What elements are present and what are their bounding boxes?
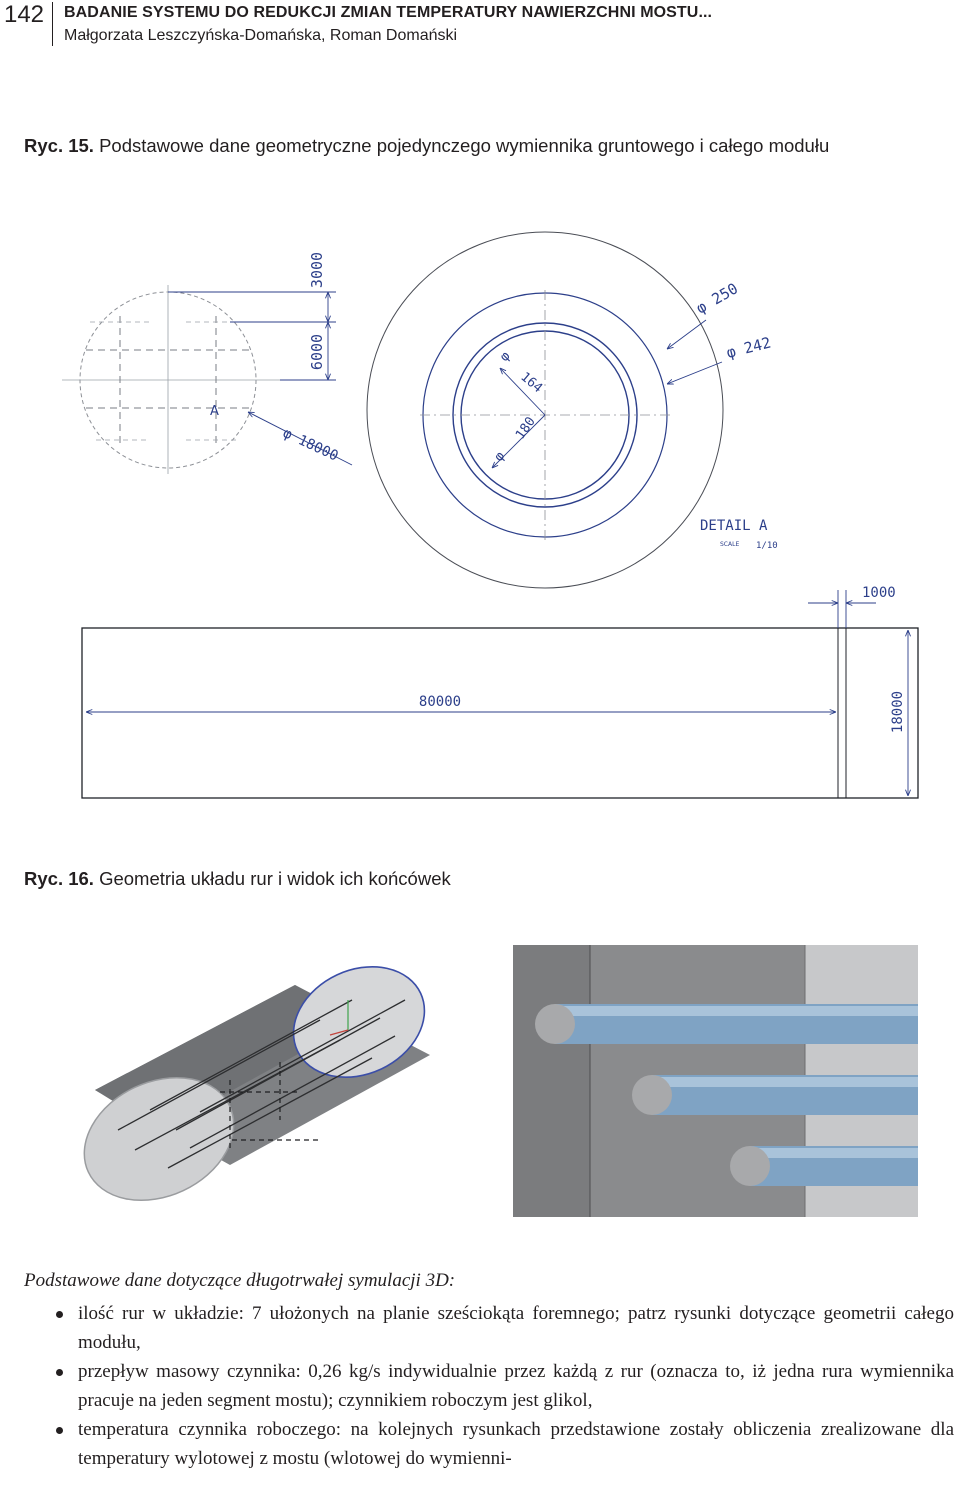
running-authors: Małgorzata Leszczyńska-Domańska, Roman Domański [64, 27, 458, 44]
list-item-text: temperatura czynnika roboczego: na kolejnych rysunkach przedstawione zostały obliczenia zrealizowane dla temperatury wylotowej z mostu (wlotowej do wymienni- [78, 1419, 954, 1469]
dim-phi-250: φ 250 [693, 279, 742, 318]
bullet-icon [24, 1415, 78, 1444]
detail-scale-label: SCALE [720, 541, 740, 548]
dim-3000: 3000 [308, 251, 326, 289]
figure-16-cylinder-model [64, 946, 442, 1223]
detail-scale-value: 1/10 [756, 541, 778, 551]
module-cross-section [62, 285, 280, 474]
list-item-text: ilość rur w układzie: 7 ułożonych na planie sześciokąta foremnego; patrz rysunki dotyczące geometrii całego modułu, [78, 1303, 954, 1353]
dim-18000-vertical: 18000 [890, 690, 906, 734]
list-item-text: przepływ masowy czynnika: 0,26 kg/s indywidualnie przez każdą z rur (oznacza to, iż jedna rura wymiennika pracuje na jeden segment mostu); czynnikiem roboczym jest glikol, [78, 1361, 954, 1411]
vertical-dimension-chain [168, 252, 336, 380]
detail-a-title: DETAIL A [700, 518, 768, 534]
figure-16-pipe-ends [513, 945, 918, 1217]
list-item [24, 1299, 954, 1357]
detail-a-view [367, 232, 778, 588]
dim-164: 164 [517, 369, 546, 397]
detail-marker-label: A [210, 404, 219, 419]
figure-16-caption-text: Geometria układu rur i widok ich końcówek [99, 868, 451, 889]
list-item [24, 1415, 954, 1473]
module-side-view [82, 585, 918, 798]
dim-80000: 80000 [418, 694, 462, 710]
bullet-icon [24, 1299, 78, 1328]
dim-phi-18000: φ 18000 [280, 425, 341, 465]
dim-1000: 1000 [862, 585, 896, 601]
dim-phi-242: φ 242 [724, 333, 773, 362]
figure-16-caption [24, 864, 944, 893]
list-item [24, 1357, 954, 1415]
figure-15-caption-text: Podstawowe dane geometryczne pojedynczego wymiennika gruntowego i całego modułu [99, 135, 830, 156]
dim-phi-top: φ [497, 348, 514, 365]
dim-6000: 6000 [308, 333, 326, 371]
page-number: 142 [3, 1, 45, 28]
bullet-icon [24, 1357, 78, 1386]
simulation-parameters-list [24, 1299, 954, 1473]
figure-15-label: Ryc. 15. [24, 135, 94, 156]
simulation-intro: Podstawowe dane dotyczące długotrwałej symulacji 3D: [24, 1270, 456, 1291]
dim-phi-bottom: φ [491, 448, 509, 465]
running-title: BADANIE SYSTEMU DO REDUKCJI ZMIAN TEMPERATURY NAWIERZCHNI MOSTU... [64, 4, 713, 21]
dim-180: 180 [512, 414, 539, 443]
figure-16-label: Ryc. 16. [24, 868, 94, 889]
